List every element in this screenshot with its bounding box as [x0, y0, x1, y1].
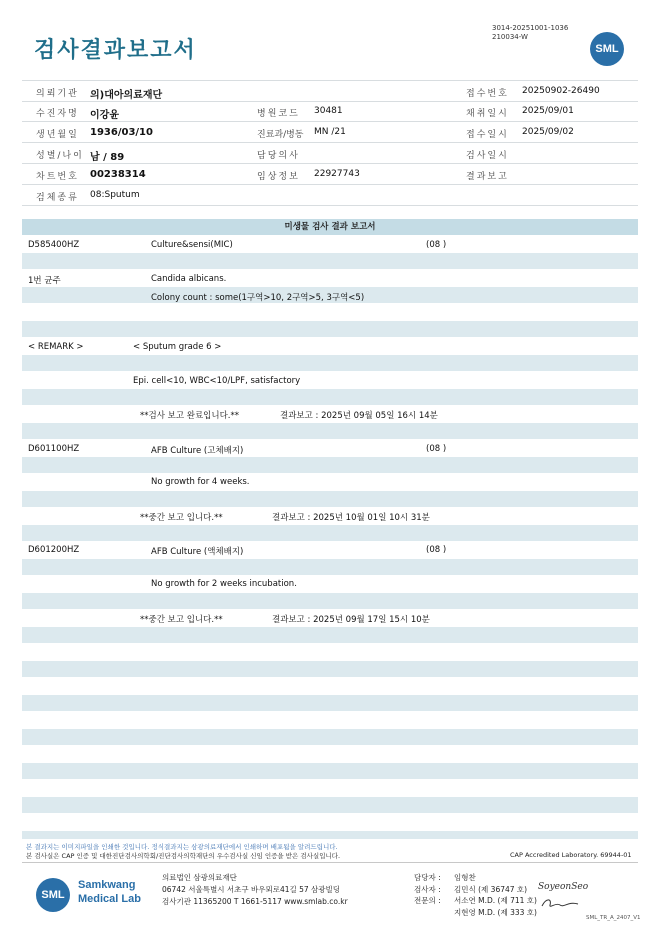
result-text: AFB Culture (고체배지): [151, 446, 244, 456]
result-flag: (08 ): [426, 240, 447, 250]
lab-name: [78, 878, 141, 906]
stripe: [22, 593, 638, 609]
footer-divider: [22, 862, 638, 863]
clinical-info-value: 22927743: [314, 169, 360, 179]
report-label: 결과보고: [466, 172, 509, 182]
signature-2: [540, 896, 580, 913]
signature-2-mark: [540, 896, 580, 910]
lab-name-line-2: Medical Lab: [78, 893, 141, 905]
info-row-3: [22, 122, 638, 143]
result-flag: 결과보고 : 2025년 09월 17일 15시 10분: [272, 615, 430, 625]
specimen-value: 08:Sputum: [90, 190, 140, 200]
result-code: 1번 균주: [28, 276, 61, 286]
stripe: [22, 763, 638, 779]
result-text: Culture&sensi(MIC): [151, 240, 233, 250]
form-code: SML_TR_A_2407_V1: [586, 915, 641, 921]
stripe: [22, 661, 638, 677]
result-code: D601100HZ: [28, 444, 80, 454]
signature-1: SoyeonSeo: [538, 882, 589, 892]
clinical-info-label: 임상정보: [257, 172, 300, 182]
manager-name: 임형찬: [454, 873, 476, 882]
dept-label: 진료과/병동: [257, 130, 304, 140]
cap-accreditation: CAP Accredited Laboratory. 69944-01: [510, 851, 632, 859]
lab-contact: 검사기관 11365200 T 1661-5117 www.smlab.co.kr: [162, 897, 348, 906]
result-flag: (08 ): [426, 545, 447, 555]
stripe: [22, 695, 638, 711]
result-text: No growth for 2 weeks incubation.: [151, 579, 297, 589]
result-code: D601200HZ: [28, 545, 80, 555]
lab-name-line-1: Samkwang: [78, 879, 136, 891]
collection-date-value: 2025/09/01: [522, 106, 574, 116]
result-flag: (08 ): [426, 444, 447, 454]
result-text: **중간 보고 입니다.**: [140, 513, 223, 523]
result-text: Colony count : some(1구역>10, 2구역>5, 3구역<5): [151, 293, 365, 303]
document-id: [492, 24, 568, 42]
lab-address: 06742 서울특별시 서초구 바우뫼로41길 57 삼광빌딩: [162, 885, 341, 894]
doctor-label: 담당의사: [257, 151, 300, 161]
stripe: [22, 457, 638, 473]
info-row-4: [22, 143, 638, 164]
sml-logo: SML: [590, 32, 624, 66]
info-row-1: [22, 80, 638, 102]
report-title: 검사결과보고서: [34, 38, 197, 63]
receipt-date-label: 접수일시: [466, 130, 509, 140]
document-id-line-1: 3014-20251001-1036: [492, 24, 569, 32]
lab-address-block: [162, 872, 348, 908]
samkwang-logo: SML: [36, 878, 70, 912]
foundation-name: 의료법인 삼광의료재단: [162, 873, 237, 882]
specialist-row: [414, 895, 537, 907]
info-row-6: [22, 185, 638, 206]
specialist-name-1: 서소연 M.D. (제 711 호): [454, 896, 537, 905]
result-text: No growth for 4 weeks.: [151, 477, 250, 487]
chart-no-value: 00238314: [90, 169, 146, 180]
specialist-label: 전문의 :: [414, 896, 441, 905]
requesting-org-label: 의뢰기관: [36, 89, 79, 99]
stripe: [22, 627, 638, 643]
result-flag: 결과보고 : 2025년 09월 05일 16시 14분: [280, 411, 438, 421]
stripe: [22, 559, 638, 575]
birth-value: 1936/03/10: [90, 127, 153, 138]
dept-value: MN /21: [314, 127, 346, 137]
accreditation-note: 본 검사실은 CAP 인증 및 대한진단검사의학회/진단검사의학재단의 우수검사실 신임 인증을 받은 검사실입니다.: [26, 852, 341, 860]
birth-label: 생년월일: [36, 130, 79, 140]
examiner-name: 김민식 (제 36747 호): [454, 884, 528, 894]
collection-date-label: 채취일시: [466, 109, 509, 119]
manager-label: 담당자 :: [414, 873, 441, 882]
stripe: [22, 729, 638, 745]
manager-row: [414, 872, 537, 884]
stripe: [22, 491, 638, 507]
stripe: [22, 321, 638, 337]
hospital-code-value: 30481: [314, 106, 343, 116]
result-code: < REMARK >: [28, 342, 84, 352]
patient-value: 이강윤: [90, 110, 119, 121]
sex-age-value: 남 / 89: [90, 152, 125, 163]
result-text: AFB Culture (액체배지): [151, 547, 244, 557]
examiner-label: 검사자 :: [414, 884, 441, 894]
requesting-org-value: 의)대아의료재단: [90, 90, 163, 101]
result-text: Epi. cell<10, WBC<10/LPF, satisfactory: [133, 376, 301, 386]
result-text: **검사 보고 완료입니다.**: [140, 411, 240, 421]
patient-label: 수진자명: [36, 109, 79, 119]
info-row-5: [22, 164, 638, 185]
stripe: [22, 389, 638, 405]
chart-no-label: 차트번호: [36, 172, 79, 182]
sex-age-label: 성별/나이: [36, 151, 84, 161]
examiner-row: [414, 884, 537, 896]
result-text: < Sputum grade 6 >: [133, 342, 222, 352]
hospital-code-label: 병원코드: [257, 109, 300, 119]
stripe: [22, 253, 638, 269]
document-id-line-2: 210034-W: [492, 33, 528, 41]
result-text: **중간 보고 입니다.**: [140, 615, 223, 625]
test-date-label: 검사일시: [466, 151, 509, 161]
receipt-date-value: 2025/09/02: [522, 127, 574, 137]
staff-block: [414, 872, 537, 918]
print-notice: 본 결과지는 이미지파일을 인쇄한 것입니다. 정식결과지는 삼광의료재단에서 인쇄하며 배포됨을 알려드립니다.: [26, 843, 338, 851]
receipt-no-label: 접수번호: [466, 89, 509, 99]
stripe: [22, 423, 638, 439]
specialist-name-2: 지현영 M.D. (제 333 호): [454, 907, 537, 917]
specialist-row-2: [414, 907, 537, 919]
stripe: [22, 831, 638, 839]
receipt-no-value: 20250902-26490: [522, 86, 600, 96]
results-section-title: 미생물 검사 결과 보고서: [284, 222, 376, 232]
specimen-label: 검체종류: [36, 193, 79, 203]
result-flag: 결과보고 : 2025년 10월 01일 10시 31분: [272, 513, 430, 523]
result-text: Candida albicans.: [151, 274, 227, 284]
stripe: [22, 525, 638, 541]
stripe: [22, 797, 638, 813]
stripe: [22, 355, 638, 371]
info-row-2: [22, 101, 638, 122]
result-code: D585400HZ: [28, 240, 80, 250]
